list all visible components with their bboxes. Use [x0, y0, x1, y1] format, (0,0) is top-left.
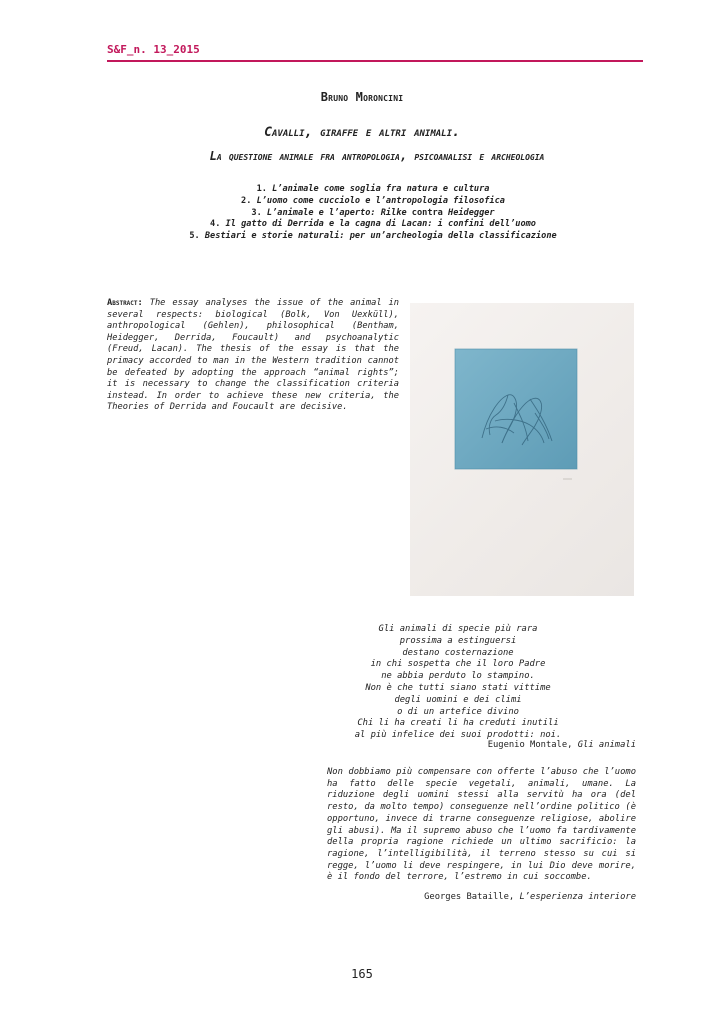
toc-item-text: Bestiari e storie naturali: per un’archeologia della classificazione [204, 231, 557, 242]
article-subtitle: La questione animale fra antropologia, psicoanalisi e archeologia [209, 149, 545, 163]
header-rule [107, 60, 643, 62]
epigraph-quote: Non dobbiamo più compensare con offerte l’abuso che l’uomo ha fatto delle specie vegetali, animali, umane. La riduzione degli uomini stessi alla servitù ha ora (del resto, da molto tempo) conseguenze nell’ordine politico (è opportuno, invece di trarne conseguenze religiose, abolire gli abusi). Ma il supremo abuso che l’uomo fa tardivamente della propria ragione richiede un ultimo sacrificio: la ragione, l’intelligibilità, il terreno stesso su cui si regge, l’uomo li deve respingere, in lui Dio deve morire, è il fondo del terrore, l’estremo in cui soccombe. [327, 767, 636, 883]
toc-item-number: 4. [210, 219, 226, 230]
toc-item-text: Il gatto di Derrida e la cagna di Lacan: i confini dell’uomo [225, 219, 536, 230]
toc-item-text: contra [406, 207, 449, 218]
toc-item [0, 208, 724, 220]
poem-line: al più infelice dei suoi prodotti: noi. [354, 730, 562, 741]
journal-header: S&F_n. 13_2015 [107, 43, 200, 56]
abstract [107, 298, 399, 414]
toc-item [0, 231, 724, 243]
poem-line: o di un artefice divino [397, 706, 519, 717]
poem-work: Gli animali [577, 740, 636, 750]
poem-line: in chi sospetta che il loro Padre [370, 659, 546, 670]
artwork-image [410, 303, 634, 596]
poem-line: degli uomini e dei climi [394, 694, 522, 705]
toc-item-text: L’animale e l’aperto: Rilke [266, 207, 407, 218]
poem-line: Gli animali di specie più rara [378, 624, 538, 634]
toc-item-number: 3. [251, 207, 267, 218]
quote-attribution [424, 892, 636, 904]
toc-item-text: L’animale come soglia fra natura e cultura [272, 184, 490, 194]
toc-item-number: 1. [256, 184, 273, 194]
table-of-contents [0, 184, 724, 243]
toc-item-number: 2. [241, 195, 257, 206]
toc-item [0, 196, 724, 208]
quote-work: L’esperienza interiore [519, 892, 636, 902]
epigraph-poem [280, 624, 636, 742]
poem-line: Non è che tutti siano stati vittime [365, 682, 551, 693]
abstract-label: Abstract: [107, 298, 143, 308]
abstract-text: The essay analyses the issue of the animal in several respects: biological (Bolk, Von Uexküll), anthropological (Gehlen), philosophical (Bentham, Heidegger, Derrida, Foucault) and psychoanalytic (Freud, Lacan). The thesis of the essay is that the primacy accorded to man in the Western tradition cannot be defeated by adopting the approach “animal rights”; it is necessary to change the classification criteria instead. In order to achieve these new criteria, the Theories of Derrida and Foucault are decisive. [107, 298, 399, 413]
toc-item [0, 219, 724, 231]
poem-line: destano costernazione [402, 647, 514, 658]
toc-item-number: 5. [189, 231, 205, 242]
quote-author: Georges Bataille, [424, 892, 520, 902]
poem-author: Eugenio Montale, [487, 740, 578, 750]
toc-item-text: Heidegger [448, 207, 495, 218]
toc-item-text: L’uomo come cucciolo e l’antropologia filosofica [256, 195, 505, 206]
poem-line: ne abbia perduto lo stampino. [381, 671, 535, 682]
poem-attribution [488, 740, 636, 752]
poem-line: Chi li ha creati li ha creduti inutili [357, 718, 559, 729]
poem-line: prossima a estinguersi [399, 635, 517, 646]
toc-item [0, 184, 724, 196]
article-title: Cavalli, giraffe e altri animali. [264, 125, 460, 140]
etching-illustration [410, 303, 634, 596]
author-name: Bruno Moroncini [320, 90, 404, 104]
page-number: 165 [351, 967, 373, 981]
